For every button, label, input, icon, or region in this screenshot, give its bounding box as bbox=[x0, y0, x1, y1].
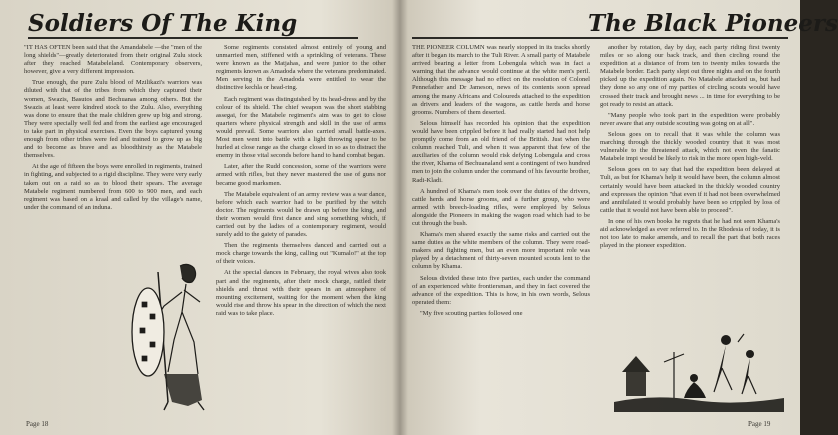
page-number: Page 18 bbox=[26, 420, 49, 428]
right-page bbox=[404, 0, 838, 435]
warrior-illustration bbox=[128, 262, 212, 412]
paragraph: "My five scouting parties followed one bbox=[420, 309, 523, 317]
page-title: Soldiers Of The King bbox=[28, 10, 298, 37]
title-rule bbox=[28, 37, 358, 39]
paragraph: Later, after the Rudd concession, some of the warriors were armed with rifles, but they never mastered the use of guns nor became good marksmen. bbox=[216, 163, 386, 187]
paragraph: At the age of fifteen the boys were enrolled in regiments, trained in fighting, and subjected to a rigid discipline. They were very early taken out on a raid so as to blood their spears. The average Matabele regiment numbered from 600 to 900 men, and each regiment was based on a kraal and called by the village's name, under the command of an induna. bbox=[24, 163, 202, 211]
pioneers-illustration bbox=[614, 332, 784, 412]
text-column-1 bbox=[24, 44, 202, 215]
paragraph: "IT HAS OFTEN been said that the Amandabele —the "men of the long shields"—greatly deteriorated from their original Zulu stock after they reached Matabeleland. Contemporary observers, however, give a very different impression. bbox=[24, 44, 202, 76]
paragraph: Selous goes on to recall that it was while the column was marching through the thickly wooded country that it was most vulnerable to the threatened attack, which not even the fanatic Matabele impi would be likely to risk in the more open high-veld. bbox=[600, 130, 780, 163]
paragraph: A hundred of Khama's men took over the duties of the drivers, cattle herds and horse grooms, and a further group, who were armed with breech-loading rifles, were employed by Selous alongside the Pioneers in making the wagon road which had to be cut through the bush. bbox=[412, 187, 590, 227]
paragraph: In one of his own books he regrets that he had not seen Khama's aid acknowledged as ever referred to. In the Rhodesia of today, it is not too late to make amends, and to recall the part that both races played in the pioneer expedition. bbox=[600, 217, 780, 250]
text-column-2 bbox=[216, 44, 386, 321]
paragraph: Each regiment was distinguished by its head-dress and by the colour of its shield. The chief weapon was the short stabbing assegai, for the Matabele regiment's aim was to get to close quarters where physical strength and skill in the use of arms would prevail. Some warriors also carried small battle-axes. Most men went into battle with a light throwing spear to be hurled at close range as the charge closed in so as to distract the enemy in those vital seconds before hand to hand combat began. bbox=[216, 95, 386, 160]
page-title: The Black Pioneers bbox=[588, 10, 838, 37]
paragraph: True enough, the pure Zulu blood of Mzilikazi's warriors was diluted with that of the tribes from which they captured their women, Swazis, Basutos and Bechuanas among others. But the Swazis at least were kindred stock to the Zulu. Also, everything was done to ensure that the male children grew up big and strong. They were specially well fed and from the earliest age encouraged to take part in physical exercises. Even the boys captured young enough from other tribes were fed and trained to grow up as big and to become as brave and as bloodthirsty as the Matabele themselves. bbox=[24, 79, 202, 160]
title-rule bbox=[412, 37, 788, 39]
left-page bbox=[0, 0, 396, 435]
paragraph: Selous himself has recorded his opinion that the expedition would have been crippled before it had really started had not help promptly come from an old friend of the British. Just when the column reached Tuli, and when it was apparent that few of the auxiliaries of the column would risk defying Lobengula and cross the river, Khama of Bechuanaland sent a contingent of two hundred men to join the column under the command of his favourite brother, Radi-Kladi. bbox=[412, 119, 590, 184]
paragraph: Selous divided these into five parties, each under the command of an experienced white frontiersman, and they in fact covered the advance of the expedition. This is how, in his own words, Selous operated them: bbox=[412, 274, 590, 306]
paragraph: Khama's men shared exactly the same risks and carried out the same duties as the white members of the column. They were road-makers and fighting men, but an even more important role was played by a detachment of thirty-seven mounted scouts lent to the column by Khama. bbox=[412, 231, 590, 271]
paragraph: THE PIONEER COLUMN was nearly stopped in its tracks shortly after it began its march to the Tuli River. A small party of Matabele arrived bearing a letter from Lobengula which was in fact a warning that the advance would continue at the white men's peril. Although this message had no effect on the resolution of Colonel Pennefather and Dr Jameson, news of its contents soon spread among the many Africans and Coloureds attached to the expedition as drivers and leaders of the wagons, as cattle herds and horse grooms. Numbers of them deserted. bbox=[412, 44, 590, 116]
paragraph: Then the regiments themselves danced and carried out a mock charge towards the king, calling out "Kumalo!" at the top of their voices. bbox=[216, 242, 386, 266]
paragraph: another by rotation, day by day, each party riding first twenty miles or so along our back track, and then circling round the expedition at a distance of from ten to twenty miles towards the Matabele border. Each party slept out three nights and on the fourth picked up the expedition again. No Matabele attacked us, but had they done so any one of my parties of circling scouts would have crossed their track and brought news ... in time for everything to be got ready to resist an attack. bbox=[600, 44, 780, 108]
paragraph: "Many people who took part in the expedition were probably never aware that any outside scouting was going on at all". bbox=[600, 111, 780, 127]
page-number: Page 19 bbox=[748, 420, 771, 428]
text-column-1 bbox=[412, 44, 590, 321]
text-column-2 bbox=[600, 44, 780, 253]
paragraph: Selous goes on to say that had the expedition been delayed at Tuli, as but for Khama's help it would have been, the column almost certainly would have been attacked in the thickly wooded country and expresses the opinion "that even if it had not been overwhelmed and annihilated it would probably have been so crippled by loss of cattle that it would not have been able to proceed". bbox=[600, 166, 780, 214]
paragraph: The Matabele equivalent of an army review was a war dance, before which each warrior had to be purified by the witch doctor. The regiments would be drawn up before the king, and their women would first dance and sing something which, if carried out by the ladies of a contemporary regiment, would surely add to the gaiety of parades. bbox=[216, 190, 386, 239]
paragraph: Some regiments consisted almost entirely of young and unmarried men, stiffened with a sprinkling of veterans. These were known as the Matjahas, and were junior to the other regiments known as Amadoda where the veterans predominated. Men serving in the Amadoda were entitled to wear the distinctive kechla or head-ring. bbox=[216, 44, 386, 92]
paragraph: At the special dances in February, the royal wives also took part and the regiments, after their mock charge, rattled their shields and thrust with their spears in an atmosphere of mounting excitement, waiting for the moment when the king would rise and throw his spear in the direction of which the next raid was to take place. bbox=[216, 269, 386, 317]
